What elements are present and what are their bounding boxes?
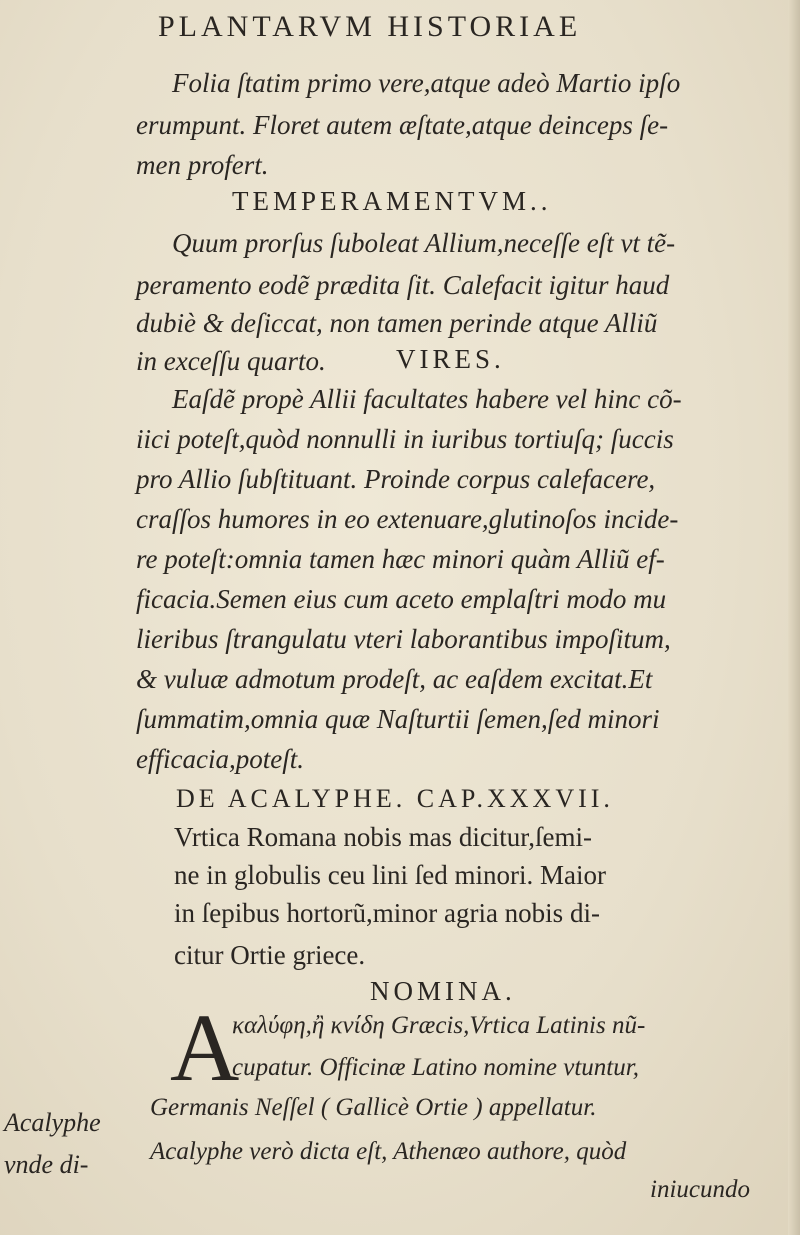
- text-line: pro Allio ſubſtituant. Proinde corpus calefacere,: [136, 464, 656, 494]
- text-line: ficacia.Semen eius cum aceto emplaſtri modo mu: [136, 584, 667, 614]
- text-line: re poteſt:omnia tamen hæc minori quàm Alliũ ef-: [136, 544, 665, 574]
- text-line: craſſos humores in eo extenuare,glutinoſos incide-: [136, 504, 679, 534]
- drop-cap: A: [170, 994, 240, 1101]
- text-line: citur Ortie griece.: [174, 940, 366, 970]
- text-line: cupatur. Officinæ Latino nomine vtuntur,: [232, 1054, 639, 1081]
- section-heading-nomina: NOMINA.: [370, 976, 516, 1006]
- text-line: Quum prorſus ſuboleat Allium,neceſſe eſt vt tẽ-: [172, 228, 676, 258]
- text-line: καλύφη,ἢ κνίδη Græcis,Vrtica Latinis nũ-: [232, 1012, 646, 1039]
- text-line: iniucundo: [650, 1176, 750, 1203]
- text-line: men profert.: [136, 150, 269, 180]
- page-edge-shadow: [788, 0, 800, 1235]
- text-line: ne in globulis ceu lini ſed minori. Maior: [174, 860, 606, 890]
- text-line: lieribus ſtrangulatu vteri laborantibus impoſitum,: [136, 624, 671, 654]
- margin-note: Acalyphe: [4, 1108, 101, 1137]
- text-line: Vrtica Romana nobis mas dicitur,ſemi-: [174, 822, 592, 852]
- text-line: in ſepibus hortorũ,minor agria nobis di-: [174, 898, 600, 928]
- text-line: iici poteſt,quòd nonnulli in iuribus tortiuſq; ſuccis: [136, 424, 674, 454]
- text-line: Germanis Neſſel ( Gallicè Ortie ) appellatur.: [150, 1094, 597, 1121]
- text-line: peramento eodẽ prædita ſit. Calefacit igitur haud: [136, 270, 670, 300]
- text-line: Eaſdẽ propè Allii facultates habere vel hinc cõ-: [172, 384, 682, 414]
- running-title: PLANTARVM HISTORIAE: [158, 10, 582, 43]
- section-heading-vires: VIRES.: [396, 344, 505, 374]
- section-heading-temperamentum: TEMPERAMENTVM..: [232, 186, 552, 216]
- text-line: Folia ſtatim primo vere,atque adeò Martio ipſo: [172, 68, 681, 98]
- text-line: in exceſſu quarto.: [136, 346, 326, 376]
- text-line: dubiè & deſiccat, non tamen perinde atque Alliũ: [136, 308, 658, 338]
- text-line: efficacia,poteſt.: [136, 744, 304, 774]
- chapter-heading: DE ACALYPHE. CAP.XXXVII.: [176, 784, 614, 813]
- margin-note: vnde di-: [4, 1150, 89, 1179]
- text-line: ſummatim,omnia quæ Naſturtii ſemen,ſed minori: [136, 704, 660, 734]
- text-line: Acalyphe verò dicta eſt, Athenæo authore, quòd: [150, 1138, 627, 1165]
- text-line: & vuluæ admotum prodeſt, ac eaſdem excitat.Et: [136, 664, 653, 694]
- text-line: erumpunt. Floret autem æſtate,atque deinceps ſe-: [136, 110, 669, 140]
